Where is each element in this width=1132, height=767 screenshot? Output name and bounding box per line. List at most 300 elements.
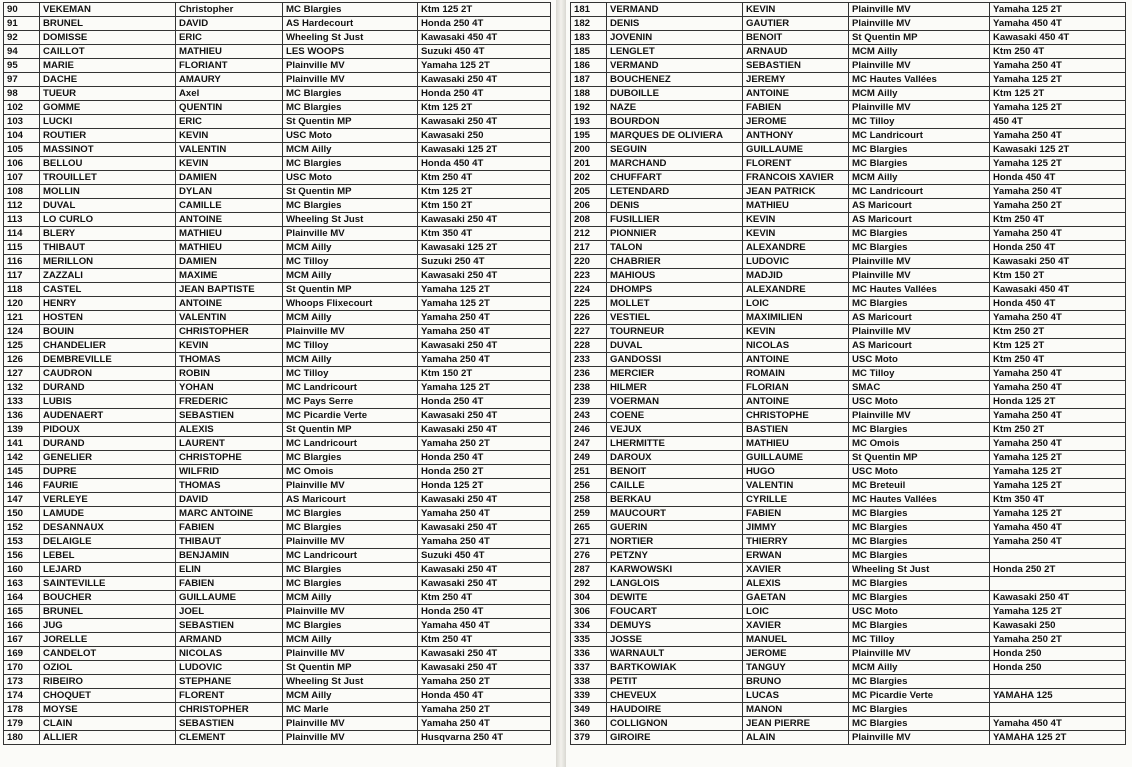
club-cell: Plainville MV: [849, 59, 990, 73]
race-number-cell: 133: [4, 395, 40, 409]
first-name-cell: QUENTIN: [176, 101, 283, 115]
race-number-cell: 115: [4, 241, 40, 255]
club-cell: MCM Ailly: [283, 269, 418, 283]
last-name-cell: AUDENAERT: [40, 409, 176, 423]
club-cell: Wheeling St Just: [283, 213, 418, 227]
table-row: [571, 633, 1126, 647]
last-name-cell: DEMUYS: [607, 619, 743, 633]
motorcycle-cell: Kawasaki 250 4T: [418, 423, 551, 437]
table-row: [571, 339, 1126, 353]
club-cell: MC Tilloy: [283, 339, 418, 353]
last-name-cell: MAUCOURT: [607, 507, 743, 521]
last-name-cell: DENIS: [607, 17, 743, 31]
race-number-cell: 167: [4, 633, 40, 647]
last-name-cell: TALON: [607, 241, 743, 255]
motorcycle-cell: Ktm 350 4T: [418, 227, 551, 241]
first-name-cell: ALEXANDRE: [743, 241, 849, 255]
race-number-cell: 227: [571, 325, 607, 339]
club-cell: MCM Ailly: [849, 661, 990, 675]
table-row: [571, 535, 1126, 549]
table-row: [4, 185, 551, 199]
club-cell: St Quentin MP: [283, 185, 418, 199]
last-name-cell: CLAIN: [40, 717, 176, 731]
table-row: [4, 633, 551, 647]
first-name-cell: ROBIN: [176, 367, 283, 381]
race-number-cell: 106: [4, 157, 40, 171]
table-row: [571, 157, 1126, 171]
club-cell: MC Blargies: [849, 507, 990, 521]
first-name-cell: MAXIME: [176, 269, 283, 283]
club-cell: MC Picardie Verte: [849, 689, 990, 703]
table-row: [4, 297, 551, 311]
club-cell: Plainville MV: [849, 647, 990, 661]
club-cell: MC Blargies: [849, 619, 990, 633]
motorcycle-cell: Yamaha 250 4T: [990, 409, 1126, 423]
club-cell: MC Blargies: [283, 3, 418, 17]
motorcycle-cell: Suzuki 450 4T: [418, 45, 551, 59]
first-name-cell: MATHIEU: [176, 241, 283, 255]
club-cell: MC Blargies: [849, 157, 990, 171]
table-row: [571, 283, 1126, 297]
motorcycle-cell: Honda 250: [990, 647, 1126, 661]
last-name-cell: PETIT: [607, 675, 743, 689]
race-number-cell: 212: [571, 227, 607, 241]
club-cell: USC Moto: [849, 465, 990, 479]
club-cell: MC Blargies: [283, 157, 418, 171]
club-cell: MC Tilloy: [849, 115, 990, 129]
table-row: [571, 731, 1126, 745]
race-number-cell: 141: [4, 437, 40, 451]
first-name-cell: BASTIEN: [743, 423, 849, 437]
last-name-cell: HAUDOIRE: [607, 703, 743, 717]
last-name-cell: JOSSE: [607, 633, 743, 647]
motorcycle-cell: Kawasaki 250 4T: [418, 521, 551, 535]
table-row: [571, 45, 1126, 59]
table-row: [571, 395, 1126, 409]
first-name-cell: ANTOINE: [743, 353, 849, 367]
race-number-cell: 226: [571, 311, 607, 325]
first-name-cell: HUGO: [743, 465, 849, 479]
club-cell: MC Blargies: [849, 717, 990, 731]
motorcycle-cell: Yamaha 250 2T: [418, 703, 551, 717]
motorcycle-cell: Honda 250 4T: [418, 395, 551, 409]
race-number-cell: 187: [571, 73, 607, 87]
club-cell: Wheeling St Just: [849, 563, 990, 577]
motorcycle-cell: Yamaha 250 2T: [990, 633, 1126, 647]
last-name-cell: CHEVEUX: [607, 689, 743, 703]
club-cell: USC Moto: [849, 605, 990, 619]
last-name-cell: MERILLON: [40, 255, 176, 269]
club-cell: MC Blargies: [849, 297, 990, 311]
first-name-cell: KEVIN: [743, 3, 849, 17]
race-number-cell: 170: [4, 661, 40, 675]
first-name-cell: DYLAN: [176, 185, 283, 199]
motorcycle-cell: Honda 250 2T: [990, 563, 1126, 577]
club-cell: MC Blargies: [283, 563, 418, 577]
last-name-cell: LEBEL: [40, 549, 176, 563]
table-row: [571, 647, 1126, 661]
first-name-cell: Christopher: [176, 3, 283, 17]
table-row: [4, 31, 551, 45]
motorcycle-cell: Yamaha 125 2T: [990, 465, 1126, 479]
right-rider-table: [570, 2, 1126, 745]
motorcycle-cell: Ktm 125 2T: [990, 339, 1126, 353]
motorcycle-cell: Yamaha 250 4T: [990, 367, 1126, 381]
motorcycle-cell: [990, 675, 1126, 689]
table-row: [4, 17, 551, 31]
race-number-cell: 276: [571, 549, 607, 563]
last-name-cell: GANDOSSI: [607, 353, 743, 367]
table-row: [571, 605, 1126, 619]
table-row: [571, 255, 1126, 269]
last-name-cell: SEGUIN: [607, 143, 743, 157]
motorcycle-cell: Yamaha 125 2T: [418, 297, 551, 311]
club-cell: MC Blargies: [849, 675, 990, 689]
table-row: [571, 101, 1126, 115]
first-name-cell: JEAN PATRICK: [743, 185, 849, 199]
last-name-cell: LEJARD: [40, 563, 176, 577]
race-number-cell: 156: [4, 549, 40, 563]
race-number-cell: 188: [571, 87, 607, 101]
first-name-cell: XAVIER: [743, 563, 849, 577]
race-number-cell: 251: [571, 465, 607, 479]
last-name-cell: BOUCHER: [40, 591, 176, 605]
first-name-cell: SEBASTIEN: [176, 409, 283, 423]
race-number-cell: 163: [4, 577, 40, 591]
club-cell: MC Breteuil: [849, 479, 990, 493]
last-name-cell: TUEUR: [40, 87, 176, 101]
race-number-cell: 90: [4, 3, 40, 17]
first-name-cell: ANTOINE: [176, 297, 283, 311]
motorcycle-cell: Yamaha 250 2T: [990, 199, 1126, 213]
motorcycle-cell: Kawasaki 125 2T: [418, 241, 551, 255]
last-name-cell: MOYSE: [40, 703, 176, 717]
table-row: [4, 395, 551, 409]
left-table-body: [4, 3, 551, 745]
first-name-cell: NICOLAS: [176, 647, 283, 661]
race-number-cell: 180: [4, 731, 40, 745]
motorcycle-cell: Yamaha 250 4T: [418, 507, 551, 521]
first-name-cell: Axel: [176, 87, 283, 101]
table-row: [571, 591, 1126, 605]
motorcycle-cell: Kawasaki 125 2T: [418, 143, 551, 157]
motorcycle-cell: [990, 577, 1126, 591]
table-row: [4, 115, 551, 129]
race-number-cell: 287: [571, 563, 607, 577]
club-cell: AS Maricourt: [849, 199, 990, 213]
last-name-cell: MOLLET: [607, 297, 743, 311]
table-row: [571, 115, 1126, 129]
motorcycle-cell: Kawasaki 250 4T: [418, 73, 551, 87]
race-number-cell: 292: [571, 577, 607, 591]
club-cell: MC Pays Serre: [283, 395, 418, 409]
table-row: [571, 213, 1126, 227]
table-row: [4, 143, 551, 157]
first-name-cell: MADJID: [743, 269, 849, 283]
club-cell: MCM Ailly: [283, 241, 418, 255]
race-number-cell: 202: [571, 171, 607, 185]
first-name-cell: THOMAS: [176, 479, 283, 493]
motorcycle-cell: Ktm 150 2T: [418, 367, 551, 381]
first-name-cell: KEVIN: [176, 129, 283, 143]
table-row: [571, 479, 1126, 493]
first-name-cell: ALAIN: [743, 731, 849, 745]
table-row: [4, 171, 551, 185]
first-name-cell: FABIEN: [176, 521, 283, 535]
table-row: [571, 689, 1126, 703]
race-number-cell: 95: [4, 59, 40, 73]
motorcycle-cell: Honda 125 2T: [418, 479, 551, 493]
table-row: [4, 563, 551, 577]
last-name-cell: PIONNIER: [607, 227, 743, 241]
motorcycle-cell: Yamaha 250 4T: [990, 129, 1126, 143]
table-row: [4, 591, 551, 605]
table-row: [4, 549, 551, 563]
club-cell: MC Blargies: [849, 577, 990, 591]
table-row: [571, 143, 1126, 157]
last-name-cell: CHUFFART: [607, 171, 743, 185]
motorcycle-cell: Ktm 125 2T: [418, 185, 551, 199]
last-name-cell: NORTIER: [607, 535, 743, 549]
club-cell: MCM Ailly: [849, 171, 990, 185]
first-name-cell: KEVIN: [743, 213, 849, 227]
race-number-cell: 92: [4, 31, 40, 45]
table-row: [4, 423, 551, 437]
club-cell: USC Moto: [849, 353, 990, 367]
club-cell: MCM Ailly: [283, 311, 418, 325]
table-row: [571, 59, 1126, 73]
race-number-cell: 217: [571, 241, 607, 255]
table-row: [571, 297, 1126, 311]
table-row: [4, 675, 551, 689]
motorcycle-cell: 450 4T: [990, 115, 1126, 129]
motorcycle-cell: Ktm 150 2T: [418, 199, 551, 213]
club-cell: St Quentin MP: [283, 115, 418, 129]
club-cell: MC Tilloy: [849, 367, 990, 381]
club-cell: AS Maricourt: [849, 311, 990, 325]
last-name-cell: FAURIE: [40, 479, 176, 493]
last-name-cell: BELLOU: [40, 157, 176, 171]
motorcycle-cell: Yamaha 125 2T: [418, 283, 551, 297]
last-name-cell: HILMER: [607, 381, 743, 395]
first-name-cell: DAVID: [176, 493, 283, 507]
motorcycle-cell: Honda 450 4T: [990, 297, 1126, 311]
table-row: [4, 479, 551, 493]
first-name-cell: MARC ANTOINE: [176, 507, 283, 521]
last-name-cell: PETZNY: [607, 549, 743, 563]
motorcycle-cell: Yamaha 250 4T: [990, 381, 1126, 395]
first-name-cell: JEREMY: [743, 73, 849, 87]
last-name-cell: VERLEYE: [40, 493, 176, 507]
race-number-cell: 160: [4, 563, 40, 577]
race-number-cell: 114: [4, 227, 40, 241]
last-name-cell: LANGLOIS: [607, 577, 743, 591]
last-name-cell: MARQUES DE OLIVIERA: [607, 129, 743, 143]
motorcycle-cell: Honda 250 4T: [418, 451, 551, 465]
first-name-cell: GUILLAUME: [743, 143, 849, 157]
first-name-cell: AMAURY: [176, 73, 283, 87]
club-cell: USC Moto: [283, 129, 418, 143]
last-name-cell: MARCHAND: [607, 157, 743, 171]
first-name-cell: LAURENT: [176, 437, 283, 451]
table-row: [571, 563, 1126, 577]
table-row: [571, 619, 1126, 633]
first-name-cell: BENJAMIN: [176, 549, 283, 563]
last-name-cell: BLERY: [40, 227, 176, 241]
table-row: [4, 241, 551, 255]
table-row: [571, 129, 1126, 143]
motorcycle-cell: Yamaha 125 2T: [990, 451, 1126, 465]
first-name-cell: ALEXIS: [176, 423, 283, 437]
table-row: [4, 465, 551, 479]
last-name-cell: GOMME: [40, 101, 176, 115]
last-name-cell: GENELIER: [40, 451, 176, 465]
race-number-cell: 335: [571, 633, 607, 647]
last-name-cell: COENE: [607, 409, 743, 423]
race-number-cell: 127: [4, 367, 40, 381]
race-number-cell: 179: [4, 717, 40, 731]
club-cell: MC Hautes Vallées: [849, 73, 990, 87]
first-name-cell: KEVIN: [743, 325, 849, 339]
last-name-cell: CASTEL: [40, 283, 176, 297]
motorcycle-cell: Yamaha 250 4T: [990, 227, 1126, 241]
table-row: [4, 59, 551, 73]
table-row: [4, 87, 551, 101]
first-name-cell: CHRISTOPHE: [176, 451, 283, 465]
table-row: [571, 367, 1126, 381]
club-cell: Plainville MV: [283, 717, 418, 731]
table-row: [4, 493, 551, 507]
race-number-cell: 112: [4, 199, 40, 213]
last-name-cell: GUERIN: [607, 521, 743, 535]
race-number-cell: 107: [4, 171, 40, 185]
motorcycle-cell: Kawasaki 450 4T: [990, 31, 1126, 45]
last-name-cell: LHERMITTE: [607, 437, 743, 451]
last-name-cell: JUG: [40, 619, 176, 633]
first-name-cell: LUCAS: [743, 689, 849, 703]
last-name-cell: CAILLOT: [40, 45, 176, 59]
race-number-cell: 258: [571, 493, 607, 507]
table-row: [4, 311, 551, 325]
motorcycle-cell: Ktm 250 4T: [418, 591, 551, 605]
last-name-cell: LUBIS: [40, 395, 176, 409]
race-number-cell: 246: [571, 423, 607, 437]
table-row: [4, 661, 551, 675]
first-name-cell: SEBASTIEN: [176, 619, 283, 633]
club-cell: MC Omois: [283, 465, 418, 479]
last-name-cell: DUPRE: [40, 465, 176, 479]
table-row: [4, 283, 551, 297]
motorcycle-cell: Yamaha 250 2T: [418, 675, 551, 689]
club-cell: MC Landricourt: [283, 381, 418, 395]
last-name-cell: CHOQUET: [40, 689, 176, 703]
first-name-cell: BRUNO: [743, 675, 849, 689]
last-name-cell: GIROIRE: [607, 731, 743, 745]
motorcycle-cell: Ktm 350 4T: [990, 493, 1126, 507]
table-row: [571, 409, 1126, 423]
club-cell: MCM Ailly: [283, 143, 418, 157]
right-table-body: [571, 3, 1126, 745]
first-name-cell: VALENTIN: [176, 311, 283, 325]
club-cell: Plainville MV: [283, 325, 418, 339]
motorcycle-cell: Yamaha 125 2T: [418, 59, 551, 73]
table-row: [571, 521, 1126, 535]
table-row: [571, 171, 1126, 185]
table-row: [4, 73, 551, 87]
first-name-cell: LOIC: [743, 297, 849, 311]
race-number-cell: 206: [571, 199, 607, 213]
last-name-cell: MASSINOT: [40, 143, 176, 157]
first-name-cell: ARNAUD: [743, 45, 849, 59]
club-cell: MC Blargies: [849, 521, 990, 535]
race-number-cell: 228: [571, 339, 607, 353]
club-cell: Plainville MV: [849, 731, 990, 745]
club-cell: MC Blargies: [283, 619, 418, 633]
table-row: [4, 3, 551, 17]
first-name-cell: ANTHONY: [743, 129, 849, 143]
motorcycle-cell: [990, 549, 1126, 563]
motorcycle-cell: Ktm 250 2T: [990, 423, 1126, 437]
club-cell: MC Blargies: [849, 227, 990, 241]
motorcycle-cell: Ktm 250 4T: [990, 213, 1126, 227]
motorcycle-cell: Kawasaki 250 4T: [418, 213, 551, 227]
motorcycle-cell: Honda 250 4T: [418, 605, 551, 619]
motorcycle-cell: Yamaha 125 2T: [990, 3, 1126, 17]
first-name-cell: WILFRID: [176, 465, 283, 479]
last-name-cell: LUCKI: [40, 115, 176, 129]
motorcycle-cell: Suzuki 250 4T: [418, 255, 551, 269]
last-name-cell: BOUIN: [40, 325, 176, 339]
motorcycle-cell: Yamaha 125 2T: [990, 157, 1126, 171]
last-name-cell: DUVAL: [607, 339, 743, 353]
club-cell: MC Hautes Vallées: [849, 493, 990, 507]
club-cell: MCM Ailly: [849, 45, 990, 59]
race-number-cell: 360: [571, 717, 607, 731]
table-row: [4, 101, 551, 115]
club-cell: LES WOOPS: [283, 45, 418, 59]
first-name-cell: VALENTIN: [176, 143, 283, 157]
race-number-cell: 181: [571, 3, 607, 17]
table-row: [571, 325, 1126, 339]
race-number-cell: 195: [571, 129, 607, 143]
table-row: [4, 353, 551, 367]
last-name-cell: HENRY: [40, 297, 176, 311]
motorcycle-cell: Yamaha 125 2T: [990, 73, 1126, 87]
motorcycle-cell: Honda 450 4T: [418, 689, 551, 703]
first-name-cell: FREDERIC: [176, 395, 283, 409]
race-number-cell: 113: [4, 213, 40, 227]
last-name-cell: LO CURLO: [40, 213, 176, 227]
first-name-cell: ALEXANDRE: [743, 283, 849, 297]
motorcycle-cell: Yamaha 450 4T: [418, 619, 551, 633]
first-name-cell: TANGUY: [743, 661, 849, 675]
table-row: [571, 353, 1126, 367]
table-row: [4, 325, 551, 339]
club-cell: Wheeling St Just: [283, 675, 418, 689]
club-cell: MC Blargies: [283, 199, 418, 213]
club-cell: MC Blargies: [849, 591, 990, 605]
last-name-cell: DEMBREVILLE: [40, 353, 176, 367]
motorcycle-cell: Ktm 125 2T: [418, 3, 551, 17]
first-name-cell: ERIC: [176, 31, 283, 45]
last-name-cell: FUSILLIER: [607, 213, 743, 227]
club-cell: Plainville MV: [849, 269, 990, 283]
club-cell: MC Blargies: [849, 423, 990, 437]
motorcycle-cell: Suzuki 450 4T: [418, 549, 551, 563]
table-row: [4, 535, 551, 549]
motorcycle-cell: Yamaha 250 4T: [990, 535, 1126, 549]
last-name-cell: BOURDON: [607, 115, 743, 129]
